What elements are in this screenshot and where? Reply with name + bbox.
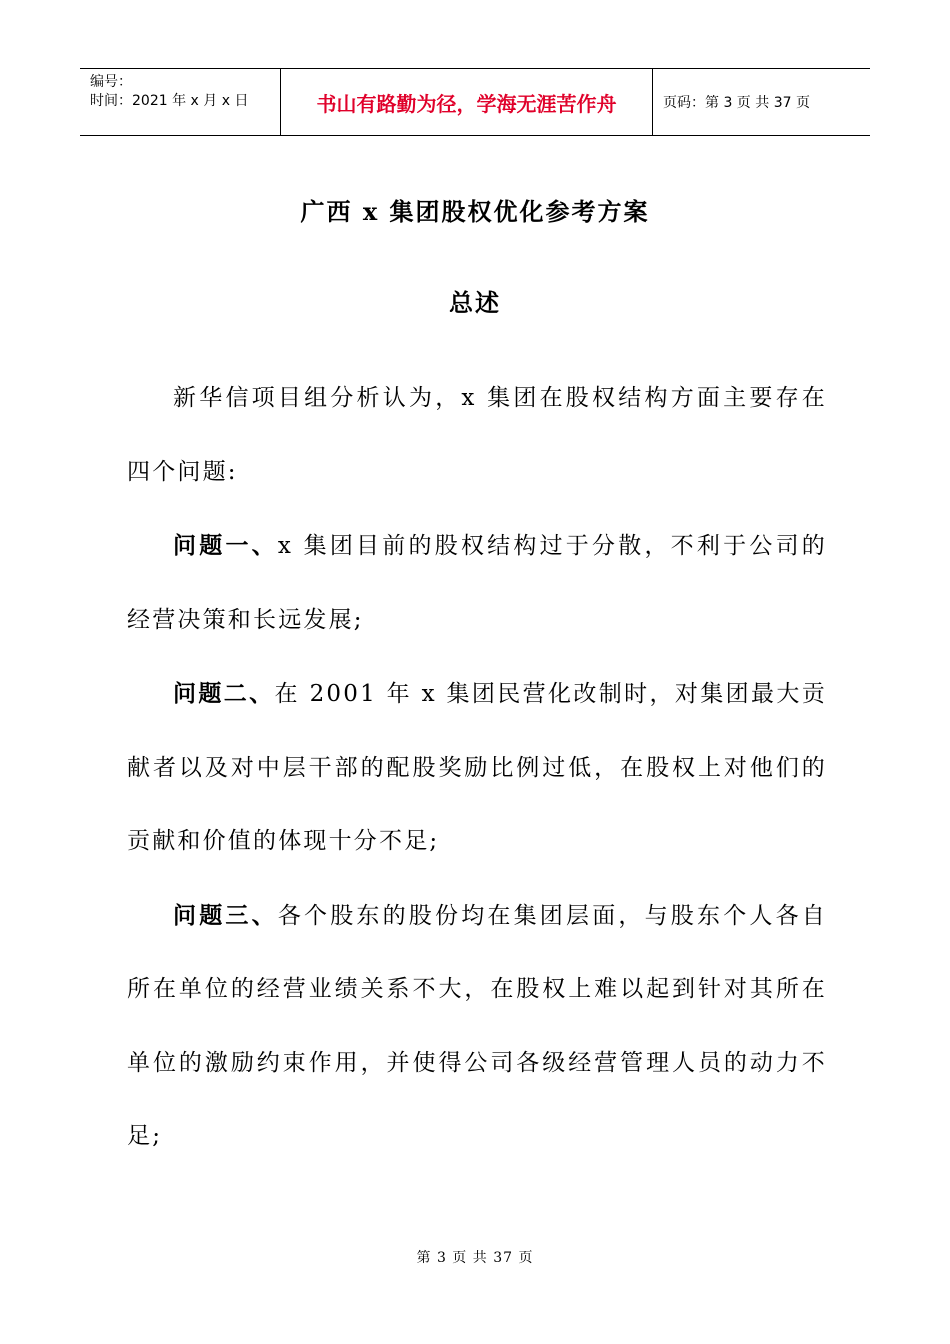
paragraph-text: 在 2001 年 x 集团民营化改制时，对集团最大贡献者以及对中层干部的配股奖励比例过低，在股权上对他们的贡献和价值的体现十分不足; xyxy=(127,681,827,854)
header-meta xyxy=(80,69,280,135)
paragraph xyxy=(127,879,827,1174)
paragraph-lead: 问题三、 xyxy=(173,901,278,929)
section-title: 总述 xyxy=(449,288,501,317)
header-time-label: 时间：2021 年 x 月 x 日 xyxy=(90,93,249,109)
header-page-label: 页码：第 3 页 共 37 页 xyxy=(663,95,810,111)
paragraph-text: 新华信项目组分析认为，x 集团在股权结构方面主要存在四个问题: xyxy=(127,385,827,485)
paragraph-text: 各个股东的股份均在集团层面，与股东个人各自所在单位的经营业绩关系不大，在股权上难以起到针对其所在单位的激励约束作用，并使得公司各级经营管理人员的动力不足; xyxy=(127,902,827,1149)
paragraph xyxy=(127,509,827,657)
paragraph-lead: 问题二、 xyxy=(173,680,275,707)
header-number-label: 编号： xyxy=(90,74,132,90)
document-title: 广西 x 集团股权优化参考方案 xyxy=(300,197,650,226)
document-body xyxy=(127,362,827,1174)
paragraph-lead: 问题一、 xyxy=(173,532,278,559)
page-footer: 第 3 页 共 37 页 xyxy=(416,1250,534,1266)
header-motto: 书山有路勤为径，学海无涯苦作舟 xyxy=(280,69,653,135)
paragraph-text: x 集团目前的股权结构过于分散，不利于公司的经营决策和长远发展; xyxy=(127,533,827,633)
paragraph xyxy=(127,362,827,509)
document-header xyxy=(80,68,870,136)
paragraph xyxy=(127,657,827,879)
